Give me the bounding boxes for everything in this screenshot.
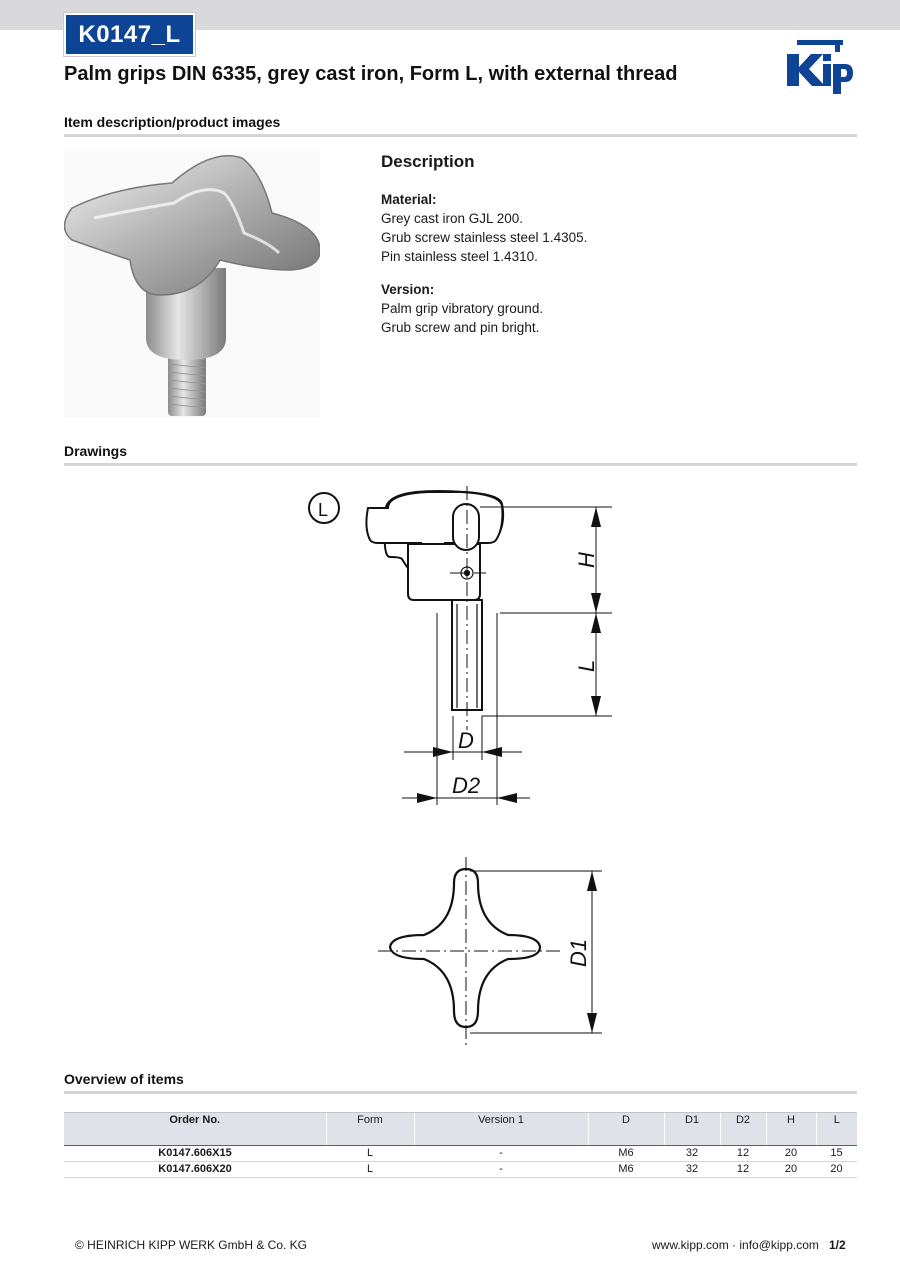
dimension-l-label: L [574, 659, 599, 672]
dimension-d1-label: D1 [566, 938, 591, 967]
table-cell: 15 [816, 1146, 857, 1162]
side-view-drawing [300, 480, 640, 820]
kipp-logo [783, 36, 859, 94]
section-heading-drawings: Drawings [64, 443, 857, 466]
column-header: L [816, 1113, 857, 1146]
table-cell: M6 [588, 1162, 664, 1178]
material-line: Grey cast iron GJL 200. [381, 211, 524, 226]
form-label: L [318, 500, 329, 520]
product-code-badge: K0147_L [64, 13, 195, 56]
table-cell: 12 [720, 1162, 766, 1178]
version-line: Palm grip vibratory ground. [381, 301, 544, 316]
column-header: H [766, 1113, 816, 1146]
column-header: D1 [664, 1113, 720, 1146]
table-cell: 32 [664, 1162, 720, 1178]
dimension-d2-label: D2 [452, 773, 481, 798]
table-cell: M6 [588, 1146, 664, 1162]
top-view-drawing [370, 855, 620, 1045]
page-number: 1/2 [829, 1238, 846, 1252]
table-cell: L [326, 1162, 414, 1178]
page-title: Palm grips DIN 6335, grey cast iron, Form L, with external thread [64, 63, 678, 85]
column-header: Order No. [64, 1113, 326, 1146]
items-table [64, 1112, 857, 1178]
section-heading-overview: Overview of items [64, 1071, 857, 1094]
table-cell: 20 [766, 1162, 816, 1178]
dimension-d-label: D [458, 728, 474, 753]
material-label: Material: [381, 192, 437, 207]
footer-copyright: © HEINRICH KIPP WERK GmbH & Co. KG [75, 1238, 307, 1252]
table-header-row [64, 1113, 857, 1146]
material-line: Pin stainless steel 1.4310. [381, 249, 538, 264]
order-number-cell[interactable]: K0147.606X15 [64, 1146, 326, 1162]
table-cell: 20 [816, 1162, 857, 1178]
table-cell: 20 [766, 1146, 816, 1162]
order-number-cell[interactable]: K0147.606X20 [64, 1162, 326, 1178]
section-heading-item-description: Item description/product images [64, 114, 857, 137]
table-cell: 12 [720, 1146, 766, 1162]
material-line: Grub screw stainless steel 1.4305. [381, 230, 588, 245]
table-cell: - [414, 1146, 588, 1162]
table-cell: L [326, 1146, 414, 1162]
table-row[interactable] [64, 1162, 857, 1178]
table-row[interactable] [64, 1146, 857, 1162]
column-header: Version 1 [414, 1113, 588, 1146]
column-header: D2 [720, 1113, 766, 1146]
description-block [381, 152, 841, 337]
column-header: Form [326, 1113, 414, 1146]
column-header: D [588, 1113, 664, 1146]
dimension-h-label: H [574, 552, 599, 568]
footer-contact-link[interactable]: www.kipp.com · info@kipp.com [652, 1238, 819, 1252]
version-label: Version: [381, 282, 435, 297]
table-cell: 32 [664, 1146, 720, 1162]
version-line: Grub screw and pin bright. [381, 320, 540, 335]
description-heading: Description [381, 152, 475, 171]
product-photo [64, 148, 320, 418]
table-cell: - [414, 1162, 588, 1178]
